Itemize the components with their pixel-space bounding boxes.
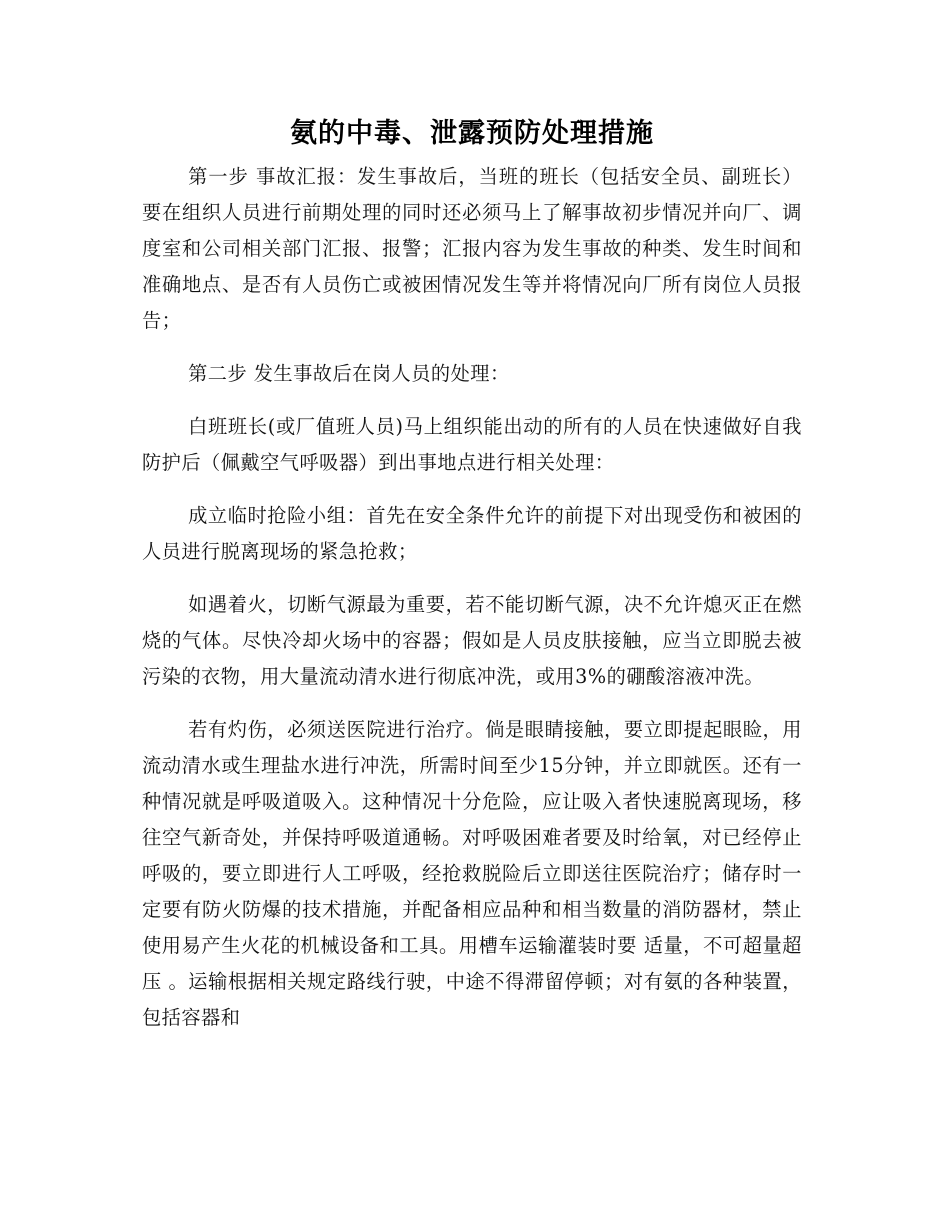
- paragraph-day-shift-leader: 白班班长(或厂值班人员)马上组织能出动的所有的人员在快速做好自我防护后（佩戴空气呼吸器）到出事地点进行相关处理：: [142, 415, 802, 474]
- paragraph-burns-eyes-inhalation: 若有灼伤，必须送医院进行治疗。倘是眼睛接触，要立即提起眼睑，用流动清水或生理盐水进行冲洗，所需时间至少15分钟，并立即就医。还有一种情况就是呼吸道吸入。这种情况十分危险，应让吸入者快速脱离现场，移往空气新奇处，并保持呼吸道通畅。对呼吸困难者要及时给氧，对已经停止呼吸的，要立即进行人工呼吸，经抢救脱险后立即送往医院治疗；储存时一定要有防火防爆的技术措施，并配备相应品种和相当数量的消防器材，禁止使用易产生火花的机械设备和工具。用槽车运输灌装时要 适量，不可超量超压 。运输根据相关规定路线行驶，中途不得滞留停顿；对有氨的各种装置，包括容器和: [142, 718, 802, 1029]
- paragraph-rescue-team: 成立临时抢险小组：首先在安全条件允许的前提下对出现受伤和被困的人员进行脱离现场的紧急抢救；: [142, 504, 802, 563]
- paragraph-step-one-report: 第一步 事故汇报：发生事故后，当班的班长（包括安全员、副班长）要在组织人员进行前期处理的同时还必须马上了解事故初步情况并向厂、调度室和公司相关部门汇报、报警；汇报内容为发生事故的种类、发生时间和准确地点、是否有人员伤亡或被困情况发生等并将情况向厂所有岗位人员报告；: [142, 165, 802, 332]
- paragraph-fire-and-skin-contact: 如遇着火，切断气源最为重要，若不能切断气源，决不允许熄灭正在燃烧的气体。尽快冷却火场中的容器；假如是人员皮肤接触，应当立即脱去被污染的衣物，用大量流动清水进行彻底冲洗，或用3%的硼酸溶液冲洗。: [142, 593, 802, 688]
- paragraph-step-two-heading: 第二步 发生事故后在岗人员的处理：: [188, 362, 510, 385]
- document-title: 氨的中毒、泄露预防处理措施: [290, 118, 654, 149]
